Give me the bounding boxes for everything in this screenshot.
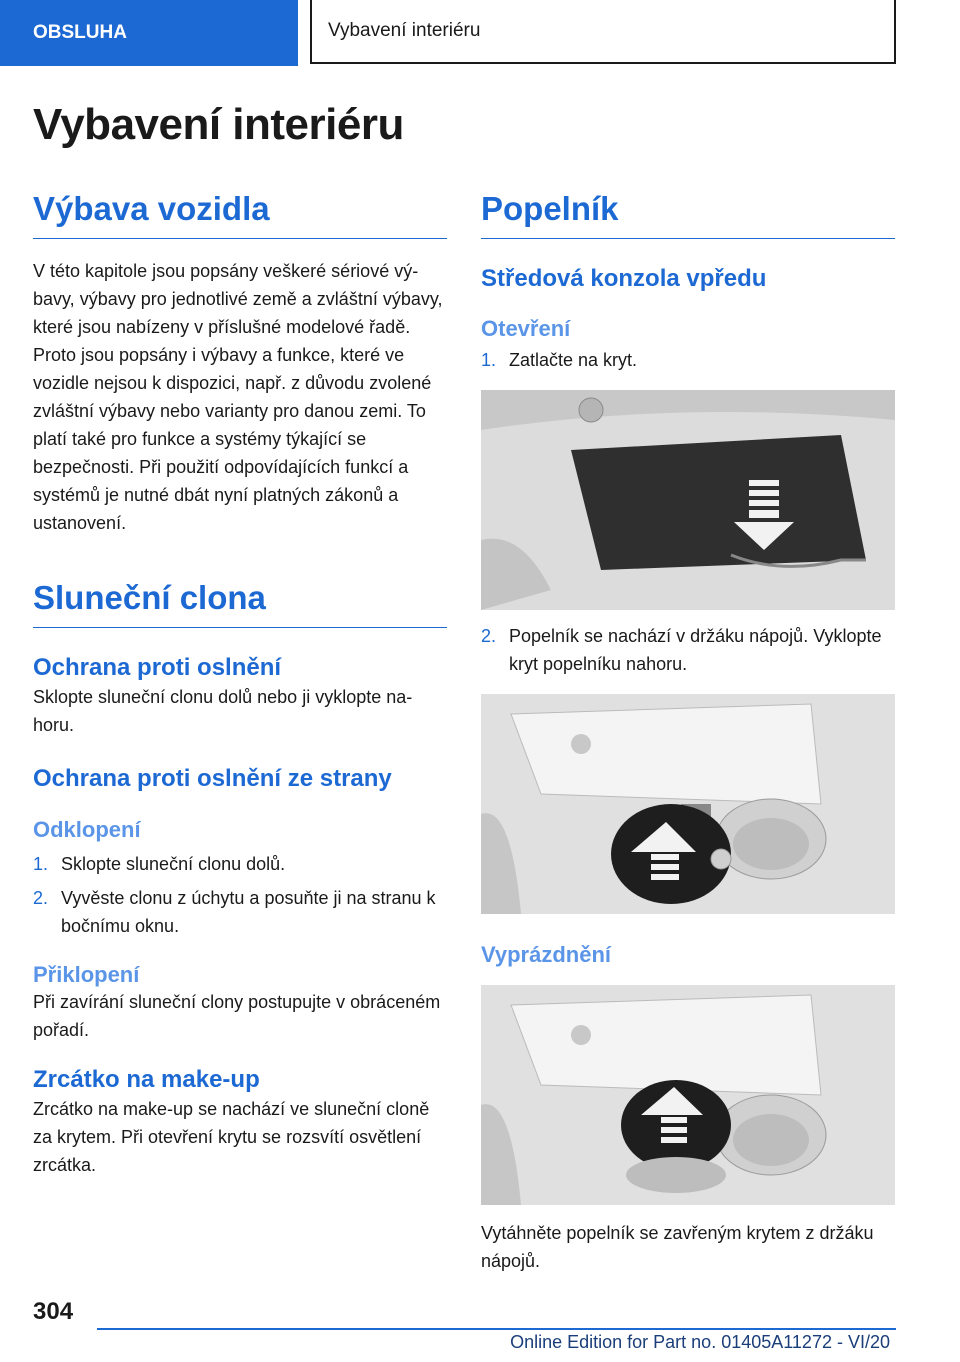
heading-odklopeni: Odklopení xyxy=(33,817,141,843)
footer-divider xyxy=(97,1328,896,1330)
heading-slunecni-clona: Sluneční clona xyxy=(33,579,447,628)
zrcatko-text: Zrcátko na make-up se nachází ve sluneční cloně za krytem. Při otevření krytu se rozsvítí osvětlení zrcátka. xyxy=(33,1099,430,1176)
otevreni-step2 xyxy=(481,622,895,678)
right-column xyxy=(481,190,895,1275)
step-text: Zatlačte na kryt. xyxy=(509,350,638,371)
console-cover-illustration xyxy=(481,390,895,610)
page-number: 304 xyxy=(33,1298,74,1325)
heading-ochrana-ze-strany: Ochrana proti oslnění ze strany xyxy=(33,764,392,792)
list-item xyxy=(481,346,895,374)
step-text: Popelník se nachází v držáku nápojů. Vyklopte kryt popelníku nahoru. xyxy=(509,626,882,675)
heading-ochrana: Ochrana proti oslnění xyxy=(33,653,282,681)
otevreni-step1 xyxy=(481,346,895,374)
list-item xyxy=(481,622,895,678)
page-title: Vybavení interiéru xyxy=(33,100,404,149)
step-number: 2. xyxy=(33,887,49,908)
list-item xyxy=(33,850,447,878)
step-number: 1. xyxy=(33,853,49,874)
step-text: Sklopte sluneční clonu dolů. xyxy=(61,853,286,874)
section-tab: OBSLUHA xyxy=(0,0,298,66)
step-text: Vyvěste clonu z úchytu a posuňte ji na stranu k bočnímu oknu. xyxy=(61,887,436,936)
photo-ashtray-open xyxy=(481,694,895,914)
left-column xyxy=(33,190,447,1179)
step-number: 2. xyxy=(481,626,497,647)
edition-text: Online Edition for Part no. 01405A11272 - VI/20 xyxy=(510,1332,890,1352)
heading-konzola: Středová konzola vpředu xyxy=(481,264,767,292)
heading-zrcatko: Zrcátko na make-up xyxy=(33,1066,260,1094)
vybava-text: V této kapitole jsou popsány veškeré sériové výbavy, výbavy pro jednotlivé země a zvláštní výbavy, které jsou nabízeny v příslušné modelové řadě. Proto jsou popsány i výbavy a funkce, které ve vozidle nejsou k dispozici, např. z důvodu zvolené zvláštní výbavy nebo varianty pro danou zemi. To platí také pro funkce a systémy týkající se bezpečnosti. Při použití odpovídajících funkcí a systémů je nutné dbát nyní platných zákonů a ustanovení. xyxy=(33,260,443,533)
step-number: 1. xyxy=(481,350,497,371)
page-header xyxy=(0,0,960,66)
heading-vyprazdneni: Vyprázdnění xyxy=(481,942,611,968)
heading-popelnik: Popelník xyxy=(481,190,895,239)
photo-console-cover xyxy=(481,390,895,610)
photo-ashtray-remove xyxy=(481,985,895,1205)
heading-priklopeni: Přiklopení xyxy=(33,961,140,987)
heading-vybava-vozidla: Výbava vozidla xyxy=(33,190,447,239)
vyprazdneni-text: Vytáhněte popelník se zavřeným krytem z držáku nápojů. xyxy=(481,1222,874,1271)
odklopeni-steps xyxy=(33,850,447,940)
ochrana-text: Sklopte sluneční clonu dolů nebo ji vyklopte nahoru. xyxy=(33,686,413,735)
list-item xyxy=(33,884,447,940)
priklopeni-text: Při zavírání sluneční clony postupujte v obráceném pořadí. xyxy=(33,992,441,1041)
chapter-tab: Vybavení interiéru xyxy=(310,0,896,64)
heading-otevreni: Otevření xyxy=(481,315,571,341)
